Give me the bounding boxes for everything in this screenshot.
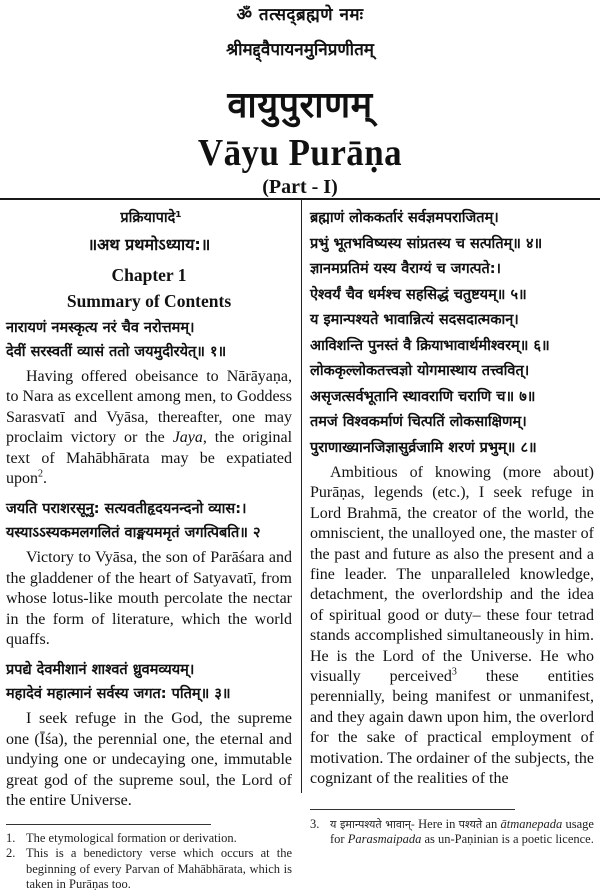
verse-line: असृजत्सर्वभूतानि स्थावराणि चराणि च॥ ७॥ (310, 388, 536, 405)
verse-line: देवीं सरस्वतीं व्यासं ततो जयमुदीरयेत्॥ १॥ (6, 344, 227, 360)
verse-line: ऐश्वर्यं चैव धर्मश्च सहसिद्धं चतुष्टयम्॥ ५॥ (310, 286, 527, 303)
verse-line: जयति पराशरसूनु: सत्यवतीहृदयनन्दनो व्यास:। (6, 501, 247, 518)
translation-paragraph: Having offered obeisance to Nārāyaṇa, to Nara as excellent among men, to Goddess Sarasvatī and Vyāsa, thereafter, one may proclaim victory or the Jaya, the original text of Mahābhārata may be expatiated upon$^2$. (6, 368, 293, 488)
footnotes-right (310, 817, 594, 848)
footnote: 3. य इमान्पश्यते भावान्- Here in पश्यते an ātmanepada usage for Parasmaipada as un-Paṇinian is a poetic licence. (310, 816, 594, 847)
footnote-rule (310, 809, 515, 810)
title-sanskrit: वायुपुराणम् (227, 85, 373, 126)
footnotes-left (6, 831, 292, 893)
verse-line: लोककृल्लोकतत्त्वज्ञो योगमास्थाय तत्त्ववित्। (310, 363, 530, 379)
verse-line: य इमान्पश्यते भावान्नित्यं सदसदात्मकान्। (310, 312, 519, 328)
translation-paragraph: Victory to Vyāsa, the son of Parāśara and the gladdener of the heart of Satyavatī, from whose lotus-like mouth percolate the nectar in the form of literature, which the world quaffs. (6, 549, 292, 649)
footnote-ref[interactable]: 2 (38, 468, 43, 480)
verse-line: ज्ञानमप्रतिमं यस्य वैराग्यं च जगत्पते:। (310, 261, 501, 277)
title-english: Vāyu Purāṇa (197, 132, 403, 174)
chapter-heading: Chapter 1 (111, 265, 187, 285)
verse-line: नारायणं नमस्कृत्य नरं चैव नरोत्तमम्। (6, 320, 195, 336)
verse-line: ब्रह्माणं लोककर्तारं सर्वज्ञमपराजितम्। (310, 210, 499, 226)
invocation-line: ॐ तत्सद्ब्रह्मणे नमः (236, 5, 364, 25)
verse-line: महादेवं महात्मानं सर्वस्य जगत: पतिम्॥ ३॥ (6, 686, 231, 703)
chapter-start-sanskrit: ॥अथ प्रथमोऽध्याय:॥ (87, 235, 211, 254)
translation-paragraph: I seek refuge in the God, the supreme one (Īśa), the perennial one, the eternal and undying one or undecaying one, immutable great god of the supreme soul, the Lord of the entire Universe. (6, 710, 292, 810)
footnote: 1. The etymological formation or derivation. (6, 830, 237, 845)
footnote-ref[interactable]: 3 (451, 666, 457, 678)
attribution-line: श्रीमद्द्वैपायनमुनिप्रणीतम् (226, 40, 374, 60)
verse-line: पुराणाख्यानजिज्ञासुर्व्रजामि शरणं प्रभुम्॥ ८॥ (310, 439, 537, 456)
chapter-subheading: Summary of Contents (66, 291, 232, 311)
left-column (6, 200, 292, 893)
section-label: प्रक्रियापादे¹ (120, 210, 182, 226)
verse-line: प्रभुं भूतभविष्यस्य सांप्रतस्य च सत्पतिम्॥ ४॥ (310, 235, 543, 252)
footnote-rule (6, 824, 211, 825)
verse-line: यस्याऽऽस्यकमलगलितं वाङ्मयममृतं जगत्पिबति॥ २ (6, 525, 261, 542)
verse-line: आविशन्ति पुनस्तं वै क्रियाभावार्थमीश्वरम्॥ ६॥ (310, 337, 550, 354)
verse-line: तमजं विश्वकर्माणं चित्पतिं लोकसाक्षिणम्। (310, 414, 527, 430)
footnote: 2. This is a benedictory verse which occurs at the beginning of every Parvan of Mahābhārata, which is taken in Purāṇas too. (6, 846, 292, 892)
right-column (310, 200, 594, 848)
column-divider (301, 200, 302, 793)
verse-line: प्रपद्ये देवमीशानं शाश्वतं ध्रुवमव्ययम्। (6, 662, 195, 679)
part-label: (Part - I) (262, 176, 338, 198)
translation-paragraph: Ambitious of knowing (more about) Purāṇas, legends (etc.), I seek refuge in Lord Brahmā, the creator of the world, the omniscient, the unalloyed one, the master of the past and future as also the present and a fine leader. The unparalleled knowledge, detachment, the overlordship and the idea of spiritual good or duty– these four tetrad stands accomplished simultaneously in him. He is the Lord of the Universe. He who visually perceived$^3$ these entities perennially, being manifest or unmanifest, and they again dawn upon him, the overlord for the sake of practical employment of motivation. The ordainer of the subjects, the cognizant of the realities of the (310, 464, 595, 788)
